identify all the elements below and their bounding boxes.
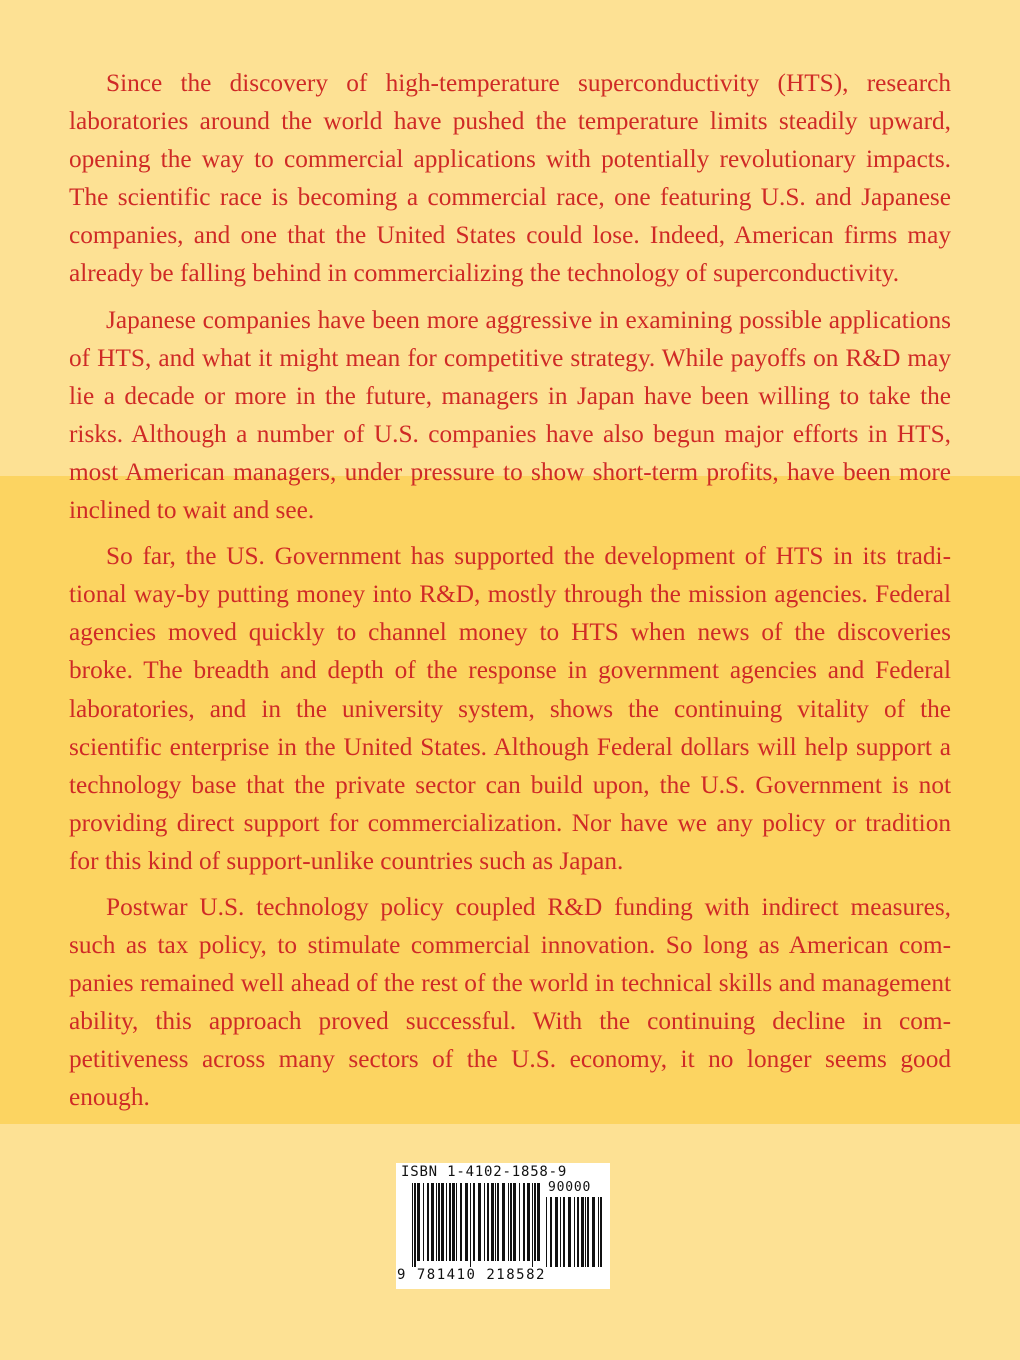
ean-digits: 9 781410 218582 (397, 1267, 546, 1283)
back-cover-text (69, 64, 951, 1117)
paragraph-1: Since the discovery of high-temperature superconductivity (HTS), research laboratories around the world have pushed the temperature limits steadily upward, opening the way to commercial applications with potentially revolutionary impacts. The scientific race is becoming a commercial race, one featuring U.S. and Japanese companies, and one that the United States could lose. Indeed, American firms may already be falling behind in commercializing the technology of superconductivity. (69, 69, 951, 288)
paragraph-2: Japanese companies have been more aggressive in examining possible applications of HTS, and what it might mean for competitive strategy. While payoffs on R&D may lie a decade or more in the future, managers in Japan have been willing to take the risks. Although a number of U.S. companies have also begun major efforts in HTS, most American managers, under pressure to show short-term profits, have been more inclined to wait and see. (69, 305, 951, 525)
paragraph-3: So far, the US. Government has supported the development of HTS in its traditional way-by putting money into R&D, mostly through the mission agencies. Federal agencies moved quickly to channel money to HTS when news of the discoveries broke. The breadth and depth of the response in government agencies and Federal laboratories, and in the university system, shows the continuing vitality of the scientific enterprise in the United States. Although Federal dollars will help support a technology base that the private sector can build upon, the U.S. Government is not providing direct support for commercialization. Nor have we any policy or tradition for this kind of support-unlike countries such as Japan. (69, 542, 951, 875)
isbn-number: ISBN 1-4102-1858-9 (401, 1164, 568, 1180)
price-code: 90000 (548, 1180, 592, 1195)
paragraph-4: Postwar U.S. technology policy coupled R&D funding with indirect measures, such as tax policy, to stimulate commercial innovation. So long as American companies remained well ahead of the rest of the world in technical skills and management ability, this approach proved successful. With the continuing decline in competitiveness across many sectors of the U.S. economy, it no longer seems good enough. (69, 892, 951, 1112)
isbn-barcode (396, 1163, 610, 1289)
